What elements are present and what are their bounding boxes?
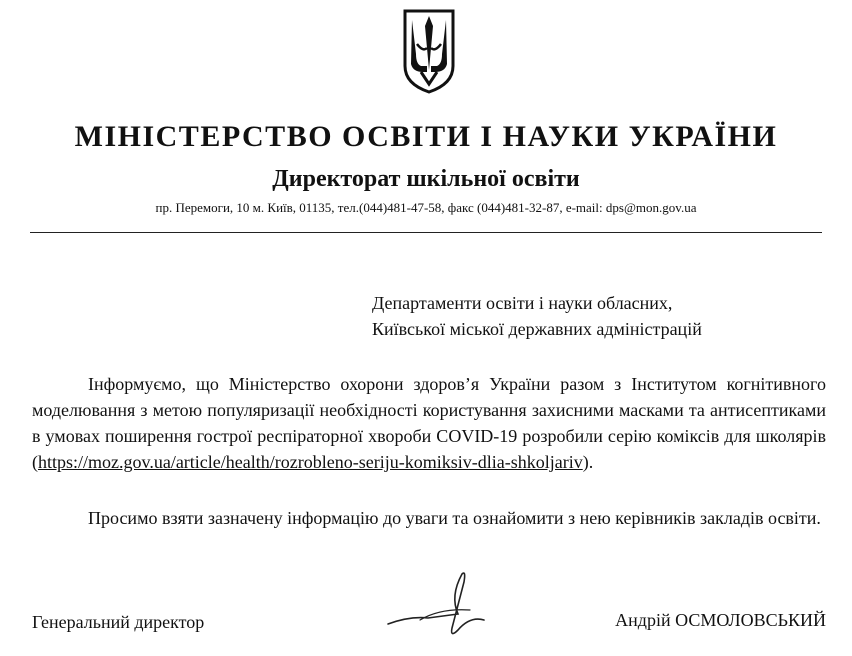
paragraph-2 — [32, 505, 826, 531]
paragraph-1-end: ). — [582, 452, 594, 472]
directorate-title: Директорат шкільної освіти — [272, 166, 580, 192]
addressee-block — [372, 290, 702, 342]
handwritten-signature-icon — [380, 566, 500, 646]
trident-emblem-icon — [401, 8, 457, 94]
contact-address: пр. Перемоги, 10 м. Київ, 01135, тел.(044)481-47-58, факс (044)481-32-87, e-mail: dps@mon.gov.ua — [155, 200, 697, 215]
ministry-title: МІНІСТЕРСТВО ОСВІТИ І НАУКИ УКРАЇНИ — [74, 120, 778, 153]
paragraph-2-text: Просимо взяти зазначену інформацію до уваги та ознайомити з нею керівників закладів освіти. — [88, 508, 821, 528]
signatory-title: Генеральний директор — [32, 612, 205, 632]
paragraph-1-text: Інформуємо, що Міністерство охорони здоров’я України разом з Інститутом когнітивного моделювання з метою популяризації необхідності користування захисними масками та антисептиками в умовах поширення гострої респіраторної хвороби COVID-19 розробили серію коміксів для школярів ( — [32, 374, 826, 472]
comics-link[interactable]: https://moz.gov.ua/article/health/rozrobleno-seriju-komiksiv-dlia-shkoljariv — [38, 452, 583, 472]
addressee-line-1: Департаменти освіти і науки обласних, — [372, 293, 673, 313]
header-divider — [30, 232, 822, 233]
paragraph-1 — [32, 371, 826, 475]
addressee-line-2: Київської міської державних адміністрацій — [372, 319, 702, 339]
signatory-name: Андрій ОСМОЛОВСЬКИЙ — [615, 610, 826, 630]
